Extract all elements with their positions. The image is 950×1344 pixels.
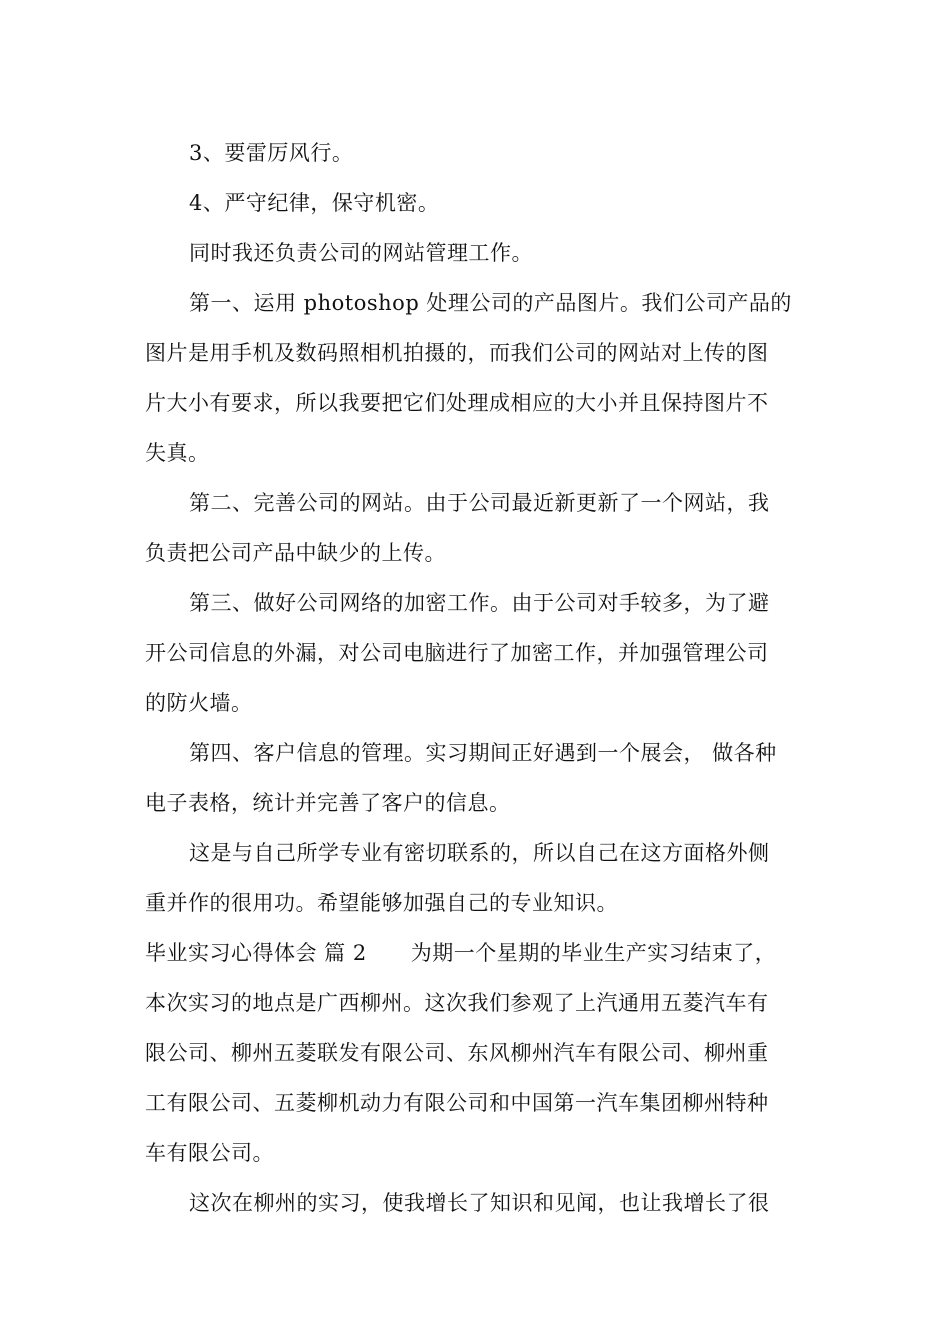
section-continuation: 为期一个星期的毕业生产实习结束了， [410,941,777,965]
paragraph-summary-line-2: 重并作的很用功。希望能够加强自己的专业知识。 [145,891,618,915]
paragraph-third-line-3: 的防火墙。 [145,691,253,715]
paragraph-fourth-line-2: 电子表格，统计并完善了客户的信息。 [145,791,511,815]
paragraph-fourth-line-1: 第四、客户信息的管理。实习期间正好遇到一个展会， 做各种 [189,741,777,765]
paragraph-liuzhou-line-1: 这次在柳州的实习，使我增长了知识和见闻，也让我增长了很 [189,1191,770,1215]
paragraph-third-line-2: 开公司信息的外漏，对公司电脑进行了加密工作，并加强管理公司 [145,641,769,665]
document-body [145,128,807,1228]
paragraph-first-line-2: 图片是用手机及数码照相机拍摄的，而我们公司的网站对上传的图 [145,341,769,365]
section-heading-line [145,928,807,978]
paragraph-internship-line-2: 本次实习的地点是广西柳州。这次我们参观了上汽通用五菱汽车有 [145,991,769,1015]
paragraph-summary-line-1: 这是与自己所学专业有密切联系的，所以自己在这方面格外侧 [189,841,770,865]
paragraph-third-line-1: 第三、做好公司网络的加密工作。由于公司对手较多，为了避 [189,591,770,615]
list-item-4: 4、严守纪律，保守机密。 [189,191,440,215]
paragraph-internship-line-4: 工有限公司、五菱柳机动力有限公司和中国第一汽车集团柳州特种 [145,1091,769,1115]
paragraph-website-intro: 同时我还负责公司的网站管理工作。 [189,241,533,265]
paragraph-first-line-3: 片大小有要求，所以我要把它们处理成相应的大小并且保持图片不 [145,391,769,415]
section-title: 毕业实习心得体会 篇 2 [145,941,367,965]
paragraph-internship-line-3: 限公司、柳州五菱联发有限公司、东风柳州汽车有限公司、柳州重 [145,1041,769,1065]
paragraph-first-line-1: 第一、运用 photoshop 处理公司的产品图片。我们公司产品的 [189,291,792,315]
paragraph-first-line-4: 失真。 [145,441,210,465]
paragraph-internship-line-5: 车有限公司。 [145,1141,274,1165]
list-item-3: 3、要雷厉风行。 [189,141,354,165]
paragraph-second-line-2: 负责把公司产品中缺少的上传。 [145,541,446,565]
paragraph-second-line-1: 第二、完善公司的网站。由于公司最近新更新了一个网站，我 [189,491,770,515]
